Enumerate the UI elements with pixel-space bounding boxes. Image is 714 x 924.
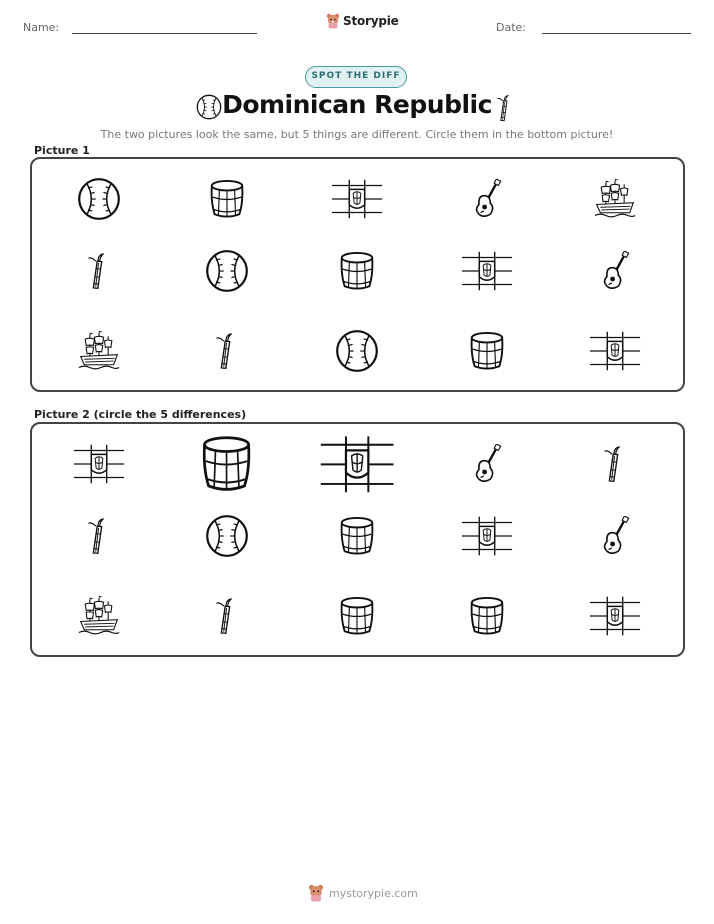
name-label: Name:	[23, 21, 60, 34]
picture-1-cell-r2-c3	[338, 249, 376, 293]
sugarcane-icon	[600, 441, 630, 487]
drum-icon	[208, 177, 246, 221]
drum-icon	[468, 594, 506, 638]
drum-icon	[338, 514, 376, 558]
picture-2-cell-r3-c4[interactable]	[468, 594, 506, 638]
bear-icon	[326, 13, 340, 29]
flag-shield-icon	[460, 248, 514, 294]
picture-1-cell-r2-c4	[460, 248, 514, 294]
flag-shield-icon	[588, 328, 642, 374]
picture-1-cell-r2-c2	[205, 249, 249, 293]
baseball-icon	[205, 514, 249, 558]
picture-1-label: Picture 1	[34, 144, 90, 157]
picture-1-cell-r1-c5	[593, 178, 637, 220]
flag-shield-icon	[330, 176, 384, 222]
picture-2-cell-r1-c5[interactable]	[600, 441, 630, 487]
flag-shield-icon	[460, 513, 514, 559]
picture-1-cell-r3-c4	[468, 329, 506, 373]
date-label: Date:	[496, 21, 526, 34]
picture-1-cell-r1-c3	[330, 176, 384, 222]
picture-2-panel[interactable]	[30, 422, 685, 657]
baseball-icon	[205, 249, 249, 293]
guitar-icon	[599, 512, 631, 560]
picture-1-cell-r1-c1	[77, 177, 121, 221]
sugarcane-icon	[84, 513, 114, 559]
drum-icon	[338, 249, 376, 293]
flag-shield-icon	[588, 593, 642, 639]
picture-1-panel	[30, 157, 685, 392]
guitar-icon	[599, 247, 631, 295]
sugarcane-icon	[84, 248, 114, 294]
name-line[interactable]	[72, 33, 257, 34]
date-line[interactable]	[542, 33, 691, 34]
picture-1-cell-r1-c2	[208, 177, 246, 221]
picture-2-label: Picture 2 (circle the 5 differences)	[34, 408, 247, 421]
picture-2-cell-r3-c1[interactable]	[77, 595, 121, 637]
title-sugarcane-icon	[494, 93, 516, 128]
page-title: Dominican Republic	[222, 90, 492, 119]
sugarcane-icon	[212, 328, 242, 374]
picture-2-cell-r3-c5[interactable]	[588, 593, 642, 639]
footer-url: mystorypie.com	[329, 886, 418, 900]
baseball-icon	[77, 177, 121, 221]
picture-2-cell-r2-c5[interactable]	[599, 512, 631, 560]
guitar-icon	[471, 440, 503, 488]
picture-2-cell-r2-c4[interactable]	[460, 513, 514, 559]
sugarcane-icon	[212, 593, 242, 639]
flag-shield-icon	[72, 441, 126, 487]
footer	[308, 884, 418, 902]
picture-2-cell-r3-c3[interactable]	[338, 594, 376, 638]
picture-2-cell-r1-c2[interactable]	[199, 432, 254, 496]
flag-shield-icon	[318, 431, 396, 498]
drum-icon	[468, 329, 506, 373]
bear-icon	[308, 884, 324, 902]
picture-1-cell-r3-c5	[588, 328, 642, 374]
spot-the-diff-badge: SPOT THE DIFF	[305, 66, 407, 88]
picture-1-cell-r3-c1	[77, 330, 121, 372]
picture-1-cell-r2-c5	[599, 247, 631, 295]
brand-name: Storypie	[343, 14, 399, 28]
instructions: The two pictures look the same, but 5 things are different. Circle them in the bottom picture!	[100, 128, 614, 141]
ship-icon	[77, 330, 121, 372]
picture-2-cell-r3-c2[interactable]	[212, 593, 242, 639]
picture-1-cell-r3-c3	[335, 329, 379, 373]
picture-2-cell-r2-c2[interactable]	[205, 514, 249, 558]
picture-2-cell-r1-c3[interactable]	[318, 431, 396, 498]
picture-2-cell-r2-c1[interactable]	[84, 513, 114, 559]
picture-1-cell-r1-c4	[471, 175, 503, 223]
ship-icon	[77, 595, 121, 637]
picture-2-cell-r2-c3[interactable]	[338, 514, 376, 558]
ship-icon	[593, 178, 637, 220]
drum-icon	[338, 594, 376, 638]
picture-2-cell-r1-c4[interactable]	[471, 440, 503, 488]
drum-icon	[199, 432, 254, 496]
picture-1-cell-r2-c1	[84, 248, 114, 294]
storypie-logo	[326, 13, 399, 29]
baseball-icon	[335, 329, 379, 373]
picture-2-cell-r1-c1[interactable]	[72, 441, 126, 487]
picture-1-cell-r3-c2	[212, 328, 242, 374]
guitar-icon	[471, 175, 503, 223]
